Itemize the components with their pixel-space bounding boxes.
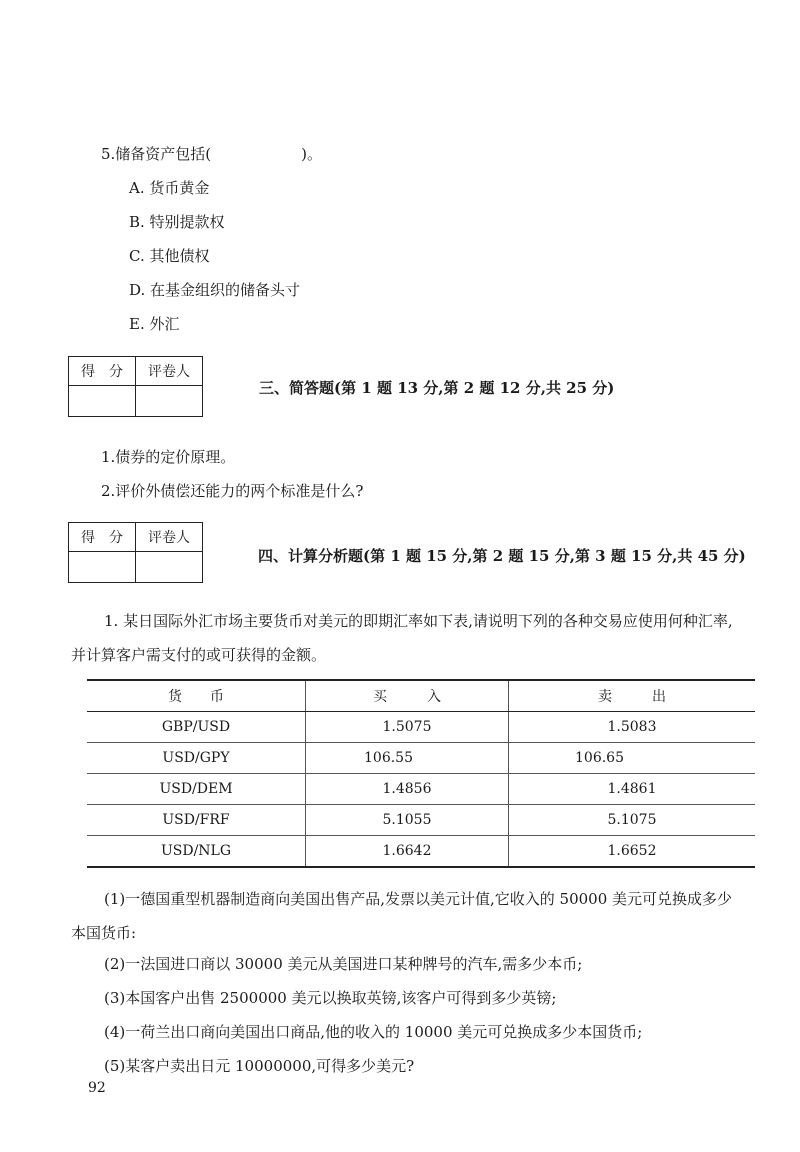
- table-row: [87, 712, 755, 743]
- buy-rate: 1.6642: [306, 836, 509, 868]
- sell-rate: 106.65: [509, 743, 756, 774]
- table-row: [87, 743, 755, 774]
- q5-option-e: E. 外汇: [129, 315, 180, 333]
- subquestion-3: (3)本国客户出售 2500000 美元以换取英镑,该客户可得到多少英镑;: [104, 989, 557, 1007]
- subquestion-2: (2)一法国进口商以 30000 美元从美国进口某种牌号的汽车,需多少本币;: [104, 955, 583, 973]
- score-cell: [69, 386, 136, 417]
- table-header-row: [87, 680, 755, 712]
- sell-rate: 1.6652: [509, 836, 756, 868]
- table-row: [87, 836, 755, 868]
- section4-q1-intro: 1. 某日国际外汇市场主要货币对美元的即期汇率如下表,请说明下列的各种交易应使用何种汇率,并计算客户需支付的或可获得的金额。: [71, 612, 733, 664]
- q5-option-a: A. 货币黄金: [129, 179, 210, 197]
- currency-pair: USD/FRF: [87, 805, 306, 836]
- q5-stem: 5.储备资产包括( )。: [101, 145, 323, 163]
- buy-rate: 106.55: [306, 743, 509, 774]
- header-currency: 货币: [168, 689, 252, 705]
- section3-q1: 1.债券的定价原理。: [101, 448, 236, 466]
- currency-pair: USD/GPY: [87, 743, 306, 774]
- subquestion-4: (4)一荷兰出口商向美国出口商品,他的收入的 10000 美元可兑换成多少本国货币;: [104, 1023, 643, 1041]
- header-buy: 买入: [373, 689, 481, 705]
- sell-rate: 1.4861: [509, 774, 756, 805]
- page-number: 92: [88, 1080, 106, 1096]
- q5-option-b: B. 特别提款权: [129, 213, 225, 231]
- buy-rate: 5.1055: [306, 805, 509, 836]
- score-box-section3: [68, 356, 203, 417]
- table-row: [87, 805, 755, 836]
- currency-pair: USD/DEM: [87, 774, 306, 805]
- section3-q2: 2.评价外债偿还能力的两个标准是什么?: [101, 482, 364, 500]
- score-box-section4: [68, 522, 203, 583]
- table-row: [87, 774, 755, 805]
- exchange-rate-table: [87, 679, 755, 868]
- grader-label: 评卷人: [136, 523, 203, 552]
- grader-label: 评卷人: [136, 357, 203, 386]
- grader-cell: [136, 552, 203, 583]
- grader-cell: [136, 386, 203, 417]
- currency-pair: USD/NLG: [87, 836, 306, 868]
- q5-option-d: D. 在基金组织的储备头寸: [129, 281, 301, 299]
- subquestion-1: (1)一德国重型机器制造商向美国出售产品,发票以美元计值,它收入的 50000 美元可兑换成多少本国货币:: [71, 890, 733, 942]
- buy-rate: 1.4856: [306, 774, 509, 805]
- buy-rate: 1.5075: [306, 712, 509, 743]
- sell-rate: 5.1075: [509, 805, 756, 836]
- subquestion-5: (5)某客户卖出日元 10000000,可得多少美元?: [104, 1057, 415, 1075]
- score-label: 得 分: [69, 357, 136, 386]
- section3-title: 三、简答题(第 1 题 13 分,第 2 题 12 分,共 25 分): [259, 379, 615, 397]
- score-label: 得 分: [69, 523, 136, 552]
- sell-rate: 1.5083: [509, 712, 756, 743]
- q5-option-c: C. 其他债权: [129, 247, 210, 265]
- header-sell: 卖出: [598, 689, 706, 705]
- currency-pair: GBP/USD: [87, 712, 306, 743]
- section4-title: 四、计算分析题(第 1 题 15 分,第 2 题 15 分,第 3 题 15 分,共 45 分): [258, 547, 746, 565]
- score-cell: [69, 552, 136, 583]
